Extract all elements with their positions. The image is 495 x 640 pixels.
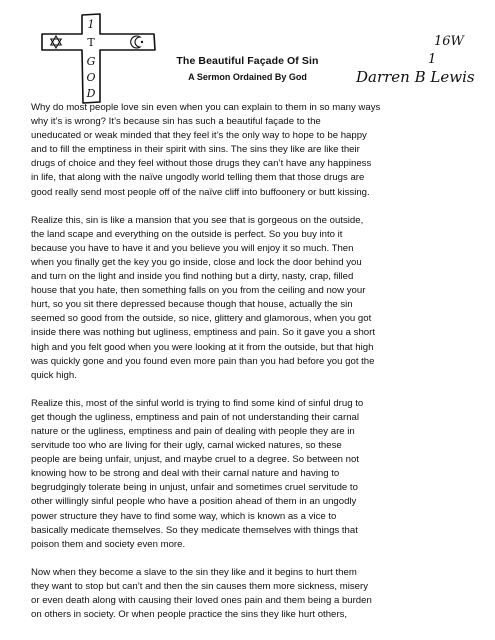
cross-letter: D xyxy=(86,87,96,100)
text-line: power structure they have to find some way, which is known as a vice to xyxy=(31,510,337,522)
page-subtitle: A Sermon Ordained By God xyxy=(188,72,307,82)
text-line: on others in society. Or when people practice the sins they like hurt others, xyxy=(31,609,348,621)
text-line: good really send most people off of the naïve cliff into buffoonery or butt kissing. xyxy=(31,186,370,198)
handwritten-page-number: 1 xyxy=(428,52,437,67)
text-line: Realize this, most of the sinful world is trying to find some kind of sinful drug to xyxy=(31,397,364,409)
cross-letter: G xyxy=(86,55,96,68)
text-line: get though the ugliness, emptiness and pain of not understanding their carnal xyxy=(31,411,360,423)
text-line: people are being unfair, unjust, and maybe cruel to a degree. So between not xyxy=(31,454,360,466)
text-line: and turn on the light and inside you find nothing but a dirty, nasty, crap, filled xyxy=(31,271,354,283)
text-line: the land scape and everything on the outside is perfect. So you buy into it xyxy=(31,228,343,240)
text-line: Now when they become a slave to the sin they like and it begins to hurt them xyxy=(31,566,357,578)
handwritten-page-code: 16W xyxy=(434,34,464,49)
sermon-body xyxy=(31,101,476,636)
text-line: quick high. xyxy=(31,369,77,381)
text-line: other willingly sinful people who have a position ahead of them in an ungodly xyxy=(31,496,357,508)
text-line: when you finally get the key you go inside, close and lock the door behind you xyxy=(31,256,362,268)
paragraph xyxy=(31,397,476,552)
page-title: The Beautiful Façade Of Sin xyxy=(176,55,319,67)
text-line: or even death along with causing their loved ones pain and them being a burden xyxy=(31,595,372,606)
author-signature: Darren B Lewis xyxy=(356,68,475,86)
paragraph xyxy=(31,101,476,200)
text-line: drugs of choice and they feel without those drugs they can’t have any happiness xyxy=(31,158,372,170)
text-line: high and you felt good when you were looking at it from the outside, but that high xyxy=(31,341,374,353)
cross-letter: O xyxy=(86,71,96,84)
star-of-david-icon xyxy=(51,36,61,48)
text-line: uneducated or weak minded that they feel it’s the only way to hope to be happy xyxy=(31,130,367,142)
text-line: was quickly gone and you found even more pain than you had before you got the xyxy=(31,355,375,367)
text-line: and to fill the emptiness in their spirit with sins. The sins they like are like their xyxy=(31,144,360,156)
text-line: begrudgingly tolerate being in unjust, unfair and sometimes cruel servitude to xyxy=(31,482,358,494)
paragraph xyxy=(31,214,476,383)
text-line: house that you hate, then something falls on you from the ceiling and now your xyxy=(31,285,366,297)
paragraph xyxy=(31,566,476,622)
text-line: nature or the ugliness, emptiness and pain of dealing with people they are in xyxy=(31,425,355,437)
text-line: basically medicate themselves. So they medicate themselves with things that xyxy=(31,524,358,536)
text-line: servitude too who are living for their ugly, carnal wicked natures, so these xyxy=(31,440,342,452)
crescent-star-icon xyxy=(131,36,144,48)
text-line: knowing how to be strong and deal with their carnal nature and having to xyxy=(31,468,340,480)
text-line: Realize this, sin is like a mansion that you see that is gorgeous on the outside, xyxy=(31,214,364,226)
text-line: inside there was nothing but ugliness, emptiness and pain. So it gave you a short xyxy=(31,327,375,339)
text-line: they want to stop but can’t and then the sin causes them more sickness, misery xyxy=(31,580,369,592)
text-line: in life, that along with the naïve ungodly world telling them that those drugs are xyxy=(31,172,365,184)
text-line: poison them and society even more. xyxy=(31,538,186,550)
cross-letter: 1 xyxy=(87,18,95,31)
text-line: why it’s is wrong? It’s because sin has such a beautiful façade to the xyxy=(31,116,321,128)
text-line: Why do most people love sin even when you can explain to them in so many ways xyxy=(31,102,381,113)
cross-letter: T xyxy=(87,36,95,49)
text-line: hurt, so you sit there depressed because though that house, actually the sin xyxy=(31,299,353,311)
text-line: seemed so good from the outside, so nice, glittery and glamorous, when you got xyxy=(31,313,372,325)
text-line: because you have to have it and you believe you will enjoy it so much. Then xyxy=(31,242,354,254)
